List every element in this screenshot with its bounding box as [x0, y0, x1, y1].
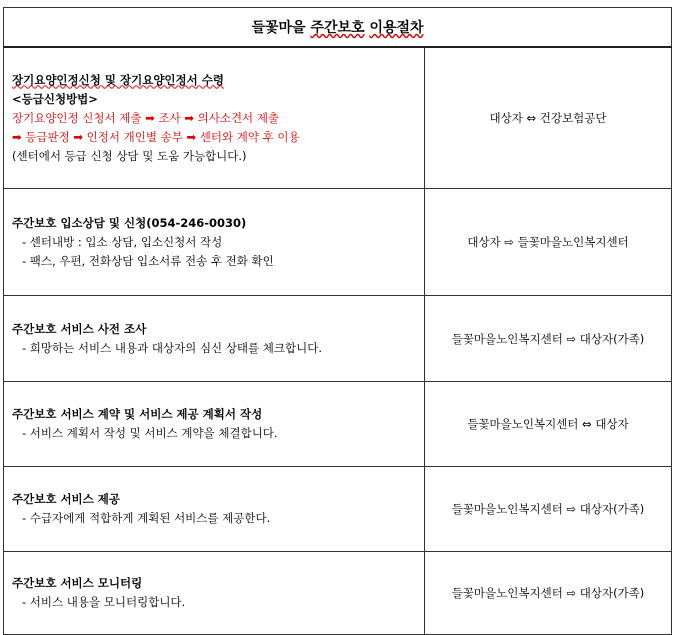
step-heading: 장기요양인정신청 및 장기요양인정서 수령	[12, 72, 224, 87]
step-heading: 주간보호 입소상담 및 신청(054-246-0030)	[12, 215, 247, 230]
step-heading: 주간보호 서비스 계약 및 서비스 제공 계획서 작성	[12, 407, 263, 421]
table-row	[4, 467, 672, 552]
step-line: - 서비스 내용을 모니터링합니다.	[22, 595, 186, 609]
step-heading: 주간보호 서비스 제공	[12, 492, 120, 506]
step-description	[4, 189, 425, 296]
table-title	[4, 8, 672, 48]
table-row	[4, 552, 672, 635]
step-line: - 수급자에게 적합하게 계획된 서비스를 제공한다.	[22, 511, 271, 525]
step-description	[4, 552, 425, 635]
procedure-table	[3, 7, 672, 635]
step-flow: 대상자 ⇔ 건강보험공단	[425, 47, 672, 189]
title-part-4: 이용절차	[369, 20, 424, 36]
step-description	[4, 47, 425, 189]
table-row	[4, 47, 672, 189]
step-flow: 들꽃마을노인복지센터 ⇔ 대상자	[425, 382, 672, 467]
step-description	[4, 296, 425, 382]
step-line: - 팩스, 우편, 전화상담 입소서류 전송 후 전화 확인	[22, 253, 274, 268]
step-subheading: <등급신청방법>	[12, 91, 98, 106]
step-note: (센터에서 등급 신청 상담 및 도움 가능합니다.)	[12, 148, 247, 163]
step-flow: 들꽃마을노인복지센터 ⇨ 대상자(가족)	[425, 552, 672, 635]
step-heading: 주간보호 서비스 모니터링	[12, 576, 143, 590]
title-part-1: 들꽃마을	[251, 20, 311, 36]
step-line: - 희망하는 서비스 내용과 대상자의 심신 상태를 체크합니다.	[22, 340, 323, 355]
step-description	[4, 467, 425, 552]
step-line: - 센터내방 : 입소 상담, 입소신청서 작성	[22, 234, 223, 249]
step-flow: 대상자 ⇨ 들꽃마을노인복지센터	[425, 189, 672, 296]
step-heading: 주간보호 서비스 사전 조사	[12, 321, 147, 336]
step-flow: 들꽃마을노인복지센터 ⇨ 대상자(가족)	[425, 467, 672, 552]
step-description	[4, 382, 425, 467]
table-row	[4, 382, 672, 467]
step-process-line: 장기요양인정 신청서 제출 ➡ 조사 ➡ 의사소견서 제출	[12, 110, 280, 125]
step-process-line: ➡ 등급판정 ➡ 인정서 개인별 송부 ➡ 센터와 계약 후 이용	[12, 129, 300, 144]
step-flow: 들꽃마을노인복지센터 ⇨ 대상자(가족)	[425, 296, 672, 382]
step-line: - 서비스 계획서 작성 및 서비스 계약을 체결합니다.	[22, 426, 278, 440]
table-row	[4, 189, 672, 296]
table-row	[4, 296, 672, 382]
title-part-2: 주간보호	[310, 20, 365, 36]
